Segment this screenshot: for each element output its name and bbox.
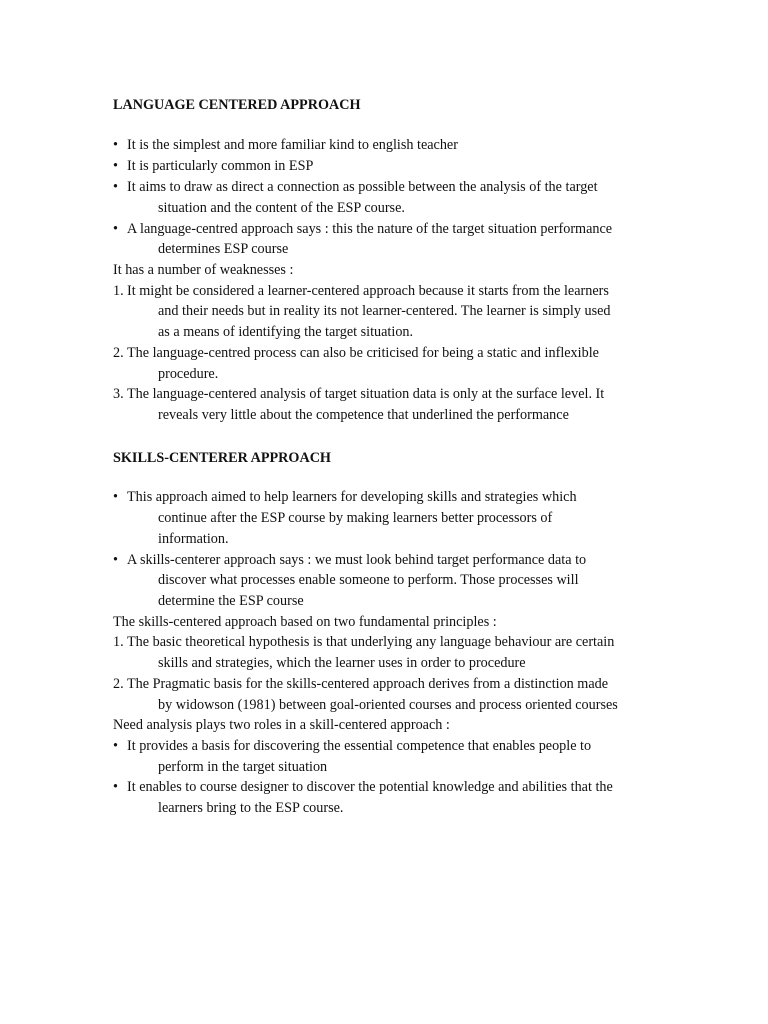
weaknesses-intro: It has a number of weaknesses : [113, 262, 294, 278]
section-heading-language-centered: LANGUAGE CENTERED APPROACH [113, 97, 361, 113]
bullet-text-continued: determine the ESP course [158, 593, 304, 609]
bullet-marker: • [113, 179, 118, 195]
bullet-text-continued: learners bring to the ESP course. [158, 800, 344, 816]
item-text-continued: by widowson (1981) between goal-oriented courses and process oriented courses [158, 697, 618, 713]
roles-intro: Need analysis plays two roles in a skill-centered approach : [113, 717, 450, 733]
item-text: It might be considered a learner-centered approach because it starts from the learners [127, 283, 609, 299]
item-number: 1. [113, 634, 124, 650]
item-number: 2. [113, 345, 124, 361]
bullet-text: It is the simplest and more familiar kind to english teacher [127, 137, 458, 153]
bullet-marker: • [113, 552, 118, 568]
item-text-continued: as a means of identifying the target situation. [158, 324, 414, 340]
bullet-text-continued: discover what processes enable someone to perform. Those processes will [158, 572, 579, 588]
bullet-text-continued: determines ESP course [158, 241, 289, 257]
item-number: 2. [113, 676, 124, 692]
bullet-text: It provides a basis for discovering the essential competence that enables people to [127, 738, 592, 754]
bullet-text: It enables to course designer to discover the potential knowledge and abilities that the [127, 779, 613, 795]
item-number: 1. [113, 283, 124, 299]
item-text-continued: procedure. [158, 366, 219, 382]
bullet-marker: • [113, 738, 118, 754]
bullet-text-continued: continue after the ESP course by making learners better processors of [158, 510, 553, 526]
item-text-continued: skills and strategies, which the learner uses in order to procedure [158, 655, 526, 671]
item-text: The language-centred process can also be criticised for being a static and inflexible [127, 345, 599, 361]
item-text: The Pragmatic basis for the skills-centered approach derives from a distinction made [127, 676, 609, 692]
bullet-text-continued: situation and the content of the ESP course. [158, 200, 405, 216]
bullet-text-continued: perform in the target situation [158, 759, 328, 775]
item-text: The basic theoretical hypothesis is that underlying any language behaviour are certain [127, 634, 615, 650]
principles-intro: The skills-centered approach based on two fundamental principles : [113, 614, 497, 630]
section-heading-skills-centerer: SKILLS-CENTERER APPROACH [113, 450, 331, 466]
item-text-continued: and their needs but in reality its not learner-centered. The learner is simply used [158, 303, 611, 319]
bullet-text: This approach aimed to help learners for developing skills and strategies which [127, 489, 577, 505]
item-text: The language-centered analysis of target situation data is only at the surface level. It [127, 386, 605, 402]
bullet-text-continued: information. [158, 531, 229, 547]
bullet-text: A language-centred approach says : this the nature of the target situation performance [127, 221, 613, 237]
bullet-marker: • [113, 489, 118, 505]
bullet-text: A skills-centerer approach says : we must look behind target performance data to [127, 552, 587, 568]
item-number: 3. [113, 386, 124, 402]
item-text-continued: reveals very little about the competence that underlined the performance [158, 407, 569, 423]
bullet-marker: • [113, 158, 118, 174]
bullet-text: It is particularly common in ESP [127, 158, 314, 174]
bullet-marker: • [113, 221, 118, 237]
bullet-marker: • [113, 779, 118, 795]
bullet-marker: • [113, 137, 118, 153]
bullet-text: It aims to draw as direct a connection as possible between the analysis of the target [127, 179, 598, 195]
